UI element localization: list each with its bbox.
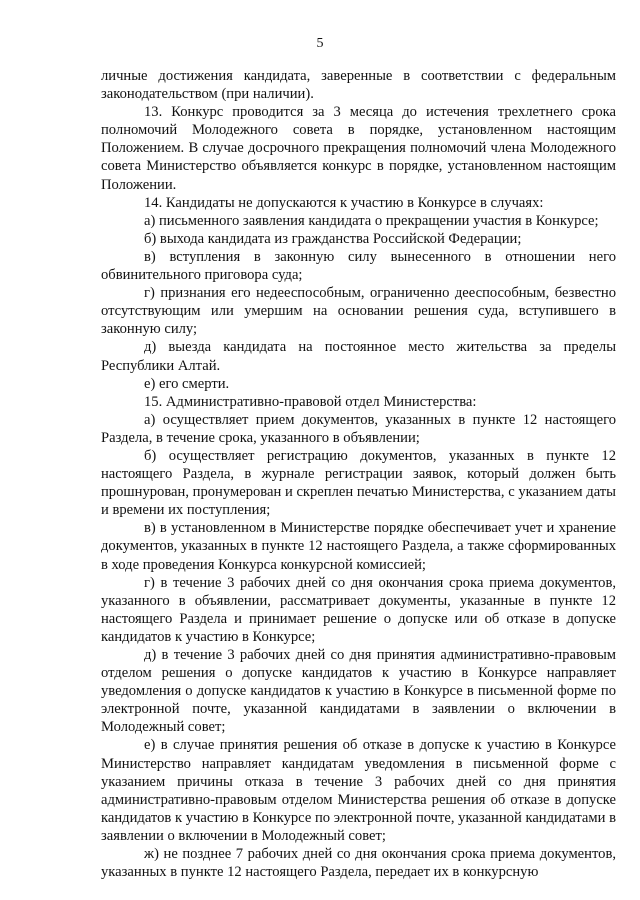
- paragraph-15-zh: ж) не позднее 7 рабочих дней со дня окончания срока приема документов, указанных в пункте 12 настоящего Раздела, передает их в конкурсную: [101, 846, 616, 881]
- paragraph-15: 15. Административно-правовой отдел Министерства:: [144, 393, 477, 410]
- paragraph-13: 13. Конкурс проводится за 3 месяца до истечения трехлетнего срока полномочий Молодежного совета в порядке, установленном настоящим Положением. В случае досрочного прекращения полномочий члена Молодежного совета Министерство объявляется конкурс в порядке, установленном настоящим Положении.: [101, 104, 616, 193]
- paragraph-14-b: б) выхода кандидата из гражданства Российской Федерации;: [144, 230, 522, 247]
- paragraph-continuation: личные достижения кандидата, заверенные в соответствии с федеральным законодательством (при наличии).: [101, 68, 616, 103]
- paragraph-14-e: е) его смерти.: [144, 375, 230, 392]
- paragraph-14-v: в) вступления в законную силу вынесенного в отношении него обвинительного приговора суда;: [101, 248, 616, 284]
- page-number: 5: [316, 36, 324, 51]
- paragraph-15-b: б) осуществляет регистрацию документов, указанных в пункте 12 настоящего Раздела, в журнале регистрации заявок, который должен быть прошнурован, пронумерован и скреплен печатью Министерства, с указанием даты и времени их поступления;: [101, 447, 616, 519]
- paragraph-14-d: д) выезда кандидата на постоянное место жительства за пределы Республики Алтай.: [101, 339, 616, 374]
- paragraph-14-g: г) признания его недееспособным, ограниченно дееспособным, безвестно отсутствующим или умершим на основании решения суда, вступившего в законную силу;: [101, 285, 616, 338]
- paragraph-15-a: а) осуществляет прием документов, указанных в пункте 12 настоящего Раздела, в течение срока, указанного в объявлении;: [101, 411, 616, 446]
- document-body: [101, 67, 616, 881]
- paragraph-14-a: а) письменного заявления кандидата о прекращении участия в Конкурсе;: [144, 212, 599, 229]
- paragraph-15-g: г) в течение 3 рабочих дней со дня окончания срока приема документов, указанного в объявлении, рассматривает документы, указанные в пункте 12 настоящего Раздела и принимает решение о допуске или об отказе в допуске кандидатов к участию в Конкурсе;: [101, 574, 616, 645]
- paragraph-14: 14. Кандидаты не допускаются к участию в Конкурсе в случаях:: [144, 194, 544, 211]
- paragraph-15-v: в) в установленном в Министерстве порядке обеспечивает учет и хранение документов, указанных в пункте 12 настоящего Раздела, а также сформированных в ходе проведения Конкурса конкурсной комиссией;: [101, 520, 616, 573]
- paragraph-15-d: д) в течение 3 рабочих дней со дня принятия административно-правовым отделом решения о допуске кандидатов к участию в Конкурсе направляет уведомления о допуске кандидатов к участию в Конкурсе в письменной форме по электронной почте, указанной кандидатами в заявлении о включении в Молодежный совет;: [101, 647, 616, 736]
- paragraph-15-e: е) в случае принятия решения об отказе в допуске к участию в Конкурсе Министерство направляет кандидатам уведомления в письменной форме с указанием причины отказа в течение 3 рабочих дней со дня принятия административно-правовым отделом Министерства решения об отказе в допуске кандидатов к участию в Конкурсе по электронной почте, указанной кандидатами в заявлении о включении в Молодежный совет;: [101, 737, 616, 844]
